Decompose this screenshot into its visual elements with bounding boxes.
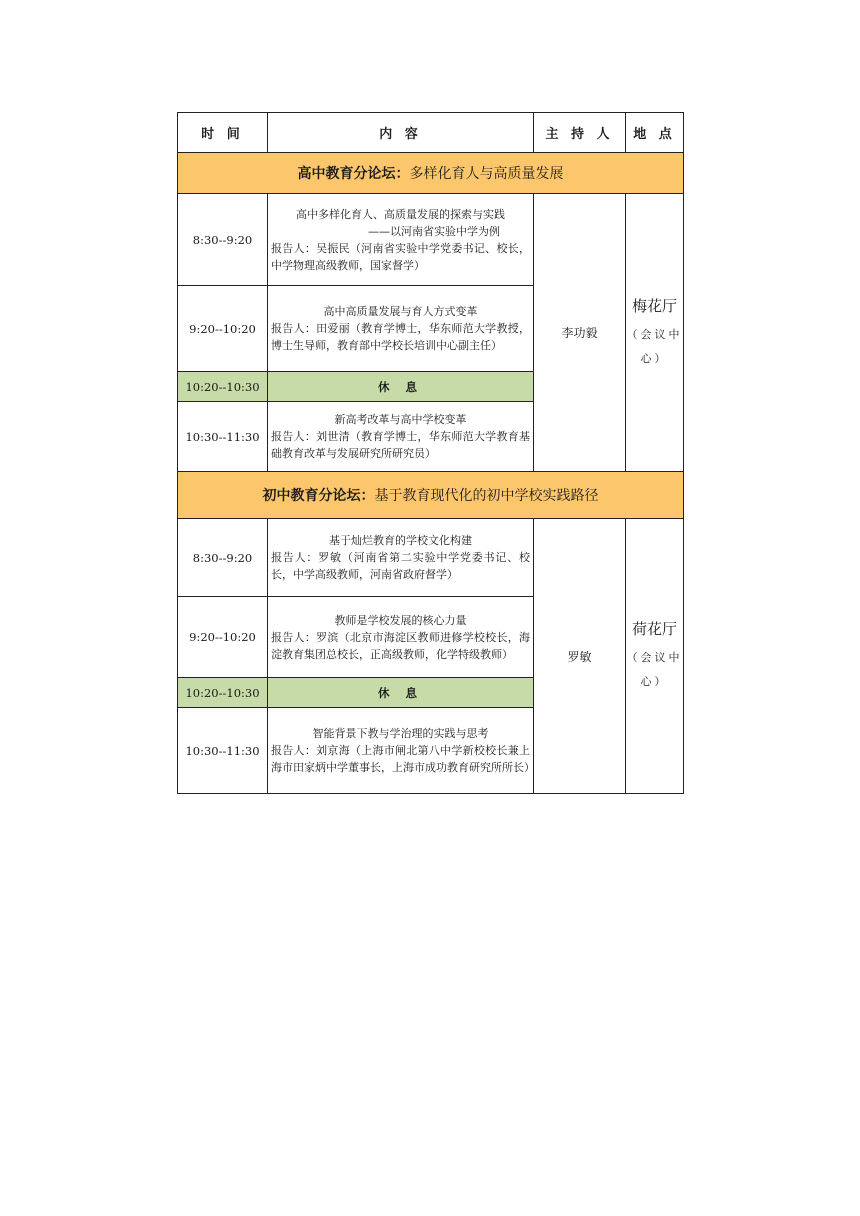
break-label: 休 息 [268, 372, 534, 402]
venue-cell [626, 194, 684, 472]
section-title-bold: 初中教育分论坛： [262, 488, 375, 504]
venue-name: 梅花厅 [631, 296, 677, 315]
content-cell [268, 194, 534, 286]
time-cell: 10:20--10:30 [178, 678, 268, 708]
section-title [178, 472, 684, 519]
speaker-info: 报告人：田爱丽（教育学博士，华东师范大学教授，博士生导师，教育部中学校长培训中心副主任） [271, 322, 530, 352]
time-cell: 10:20--10:30 [178, 372, 268, 402]
venue-note: （会议中心） [626, 651, 683, 688]
speaker-info: 报告人：刘京海（上海市闸北第八中学新校校长兼上海市田家炳中学董事长，上海市成功教育研究所所长） [271, 744, 535, 774]
section-title-rest: 多样化育人与高质量发展 [409, 166, 564, 182]
section-title [178, 153, 684, 194]
time-cell: 10:30--11:30 [178, 402, 268, 472]
time-cell: 9:20--10:20 [178, 597, 268, 678]
content-cell [268, 708, 534, 794]
talk-title: 智能背景下教与学治理的实践与思考 [312, 727, 489, 740]
break-label: 休 息 [268, 678, 534, 708]
table-row [178, 194, 684, 286]
host-cell: 罗敏 [534, 519, 626, 794]
speaker-info: 报告人：罗滨（北京市海淀区教师进修学校校长，海淀教育集团总校长，正高级教师，化学特级教师） [271, 630, 530, 661]
header-venue: 地 点 [626, 113, 684, 153]
speaker-info: 报告人：罗敏（河南省第二实验中学党委书记、校长，中学高级教师，河南省政府督学） [271, 551, 530, 581]
content-cell [268, 597, 534, 678]
talk-title: 高中高质量发展与育人方式变革 [323, 305, 478, 318]
talk-title: 新高考改革与高中学校变革 [334, 413, 467, 426]
venue-name: 荷花厅 [631, 620, 677, 638]
section-title-rest: 基于教育现代化的初中学校实践路径 [374, 488, 599, 504]
content-cell [268, 519, 534, 597]
header-content: 内 容 [268, 113, 534, 153]
time-cell: 8:30--9:20 [178, 519, 268, 597]
section-header-junior [178, 472, 684, 519]
speaker-info: 报告人：吴振民（河南省实验中学党委书记、校长，中学物理高级教师，国家督学） [271, 241, 530, 272]
speaker-info: 报告人：刘世清（教育学博士，华东师范大学教育基础教育改革与发展研究所研究员） [271, 430, 530, 460]
talk-title: 教师是学校发展的核心力量 [334, 613, 467, 627]
venue-note: （会议中心） [626, 327, 683, 365]
talk-subtitle: ——以河南省实验中学为例 [368, 224, 500, 238]
header-row [178, 113, 684, 153]
section-title-bold: 高中教育分论坛： [297, 166, 410, 182]
talk-title: 基于灿烂教育的学校文化构建 [329, 534, 472, 547]
header-time: 时 间 [178, 113, 268, 153]
venue-cell [626, 519, 684, 794]
content-cell [268, 286, 534, 372]
header-host: 主 持 人 [534, 113, 626, 153]
table-row [178, 519, 684, 597]
schedule-table [177, 112, 684, 794]
host-cell: 李功毅 [534, 194, 626, 472]
content-cell [268, 402, 534, 472]
section-header-senior [178, 153, 684, 194]
time-cell: 9:20--10:20 [178, 286, 268, 372]
talk-title: 高中多样化育人、高质量发展的探索与实践 [296, 207, 505, 221]
time-cell: 8:30--9:20 [178, 194, 268, 286]
time-cell: 10:30--11:30 [178, 708, 268, 794]
